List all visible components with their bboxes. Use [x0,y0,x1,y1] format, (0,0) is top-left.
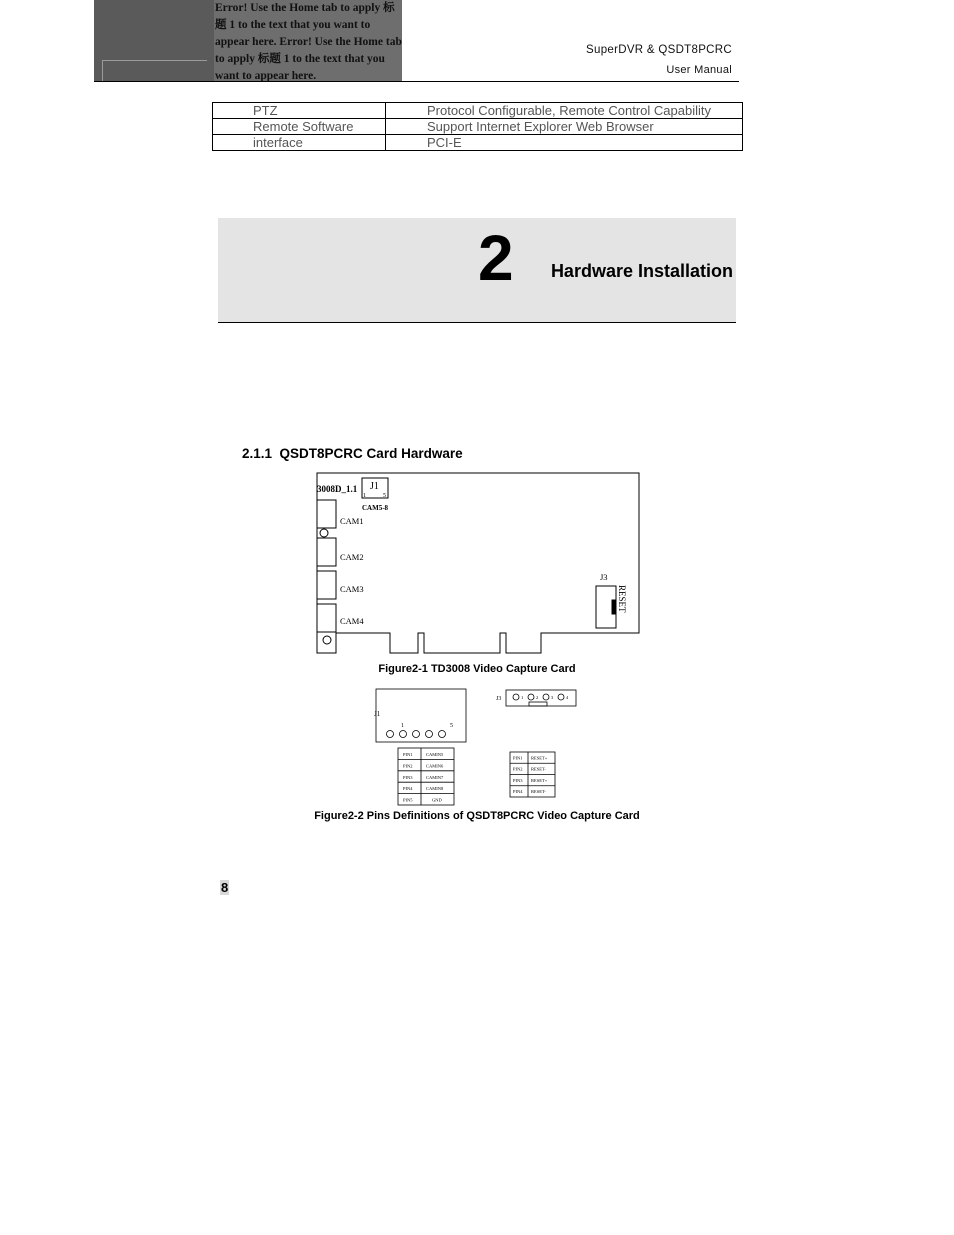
j3-pin-number: 3 [551,695,554,700]
header-doc-type: User Manual [666,64,732,76]
j3-table-signal: RESET- [531,789,546,795]
page-number: 8 [221,880,229,895]
cam1-connector [317,500,336,528]
j3-pin-number: 1 [521,695,524,700]
j3-table-signal: RESET+ [531,755,548,761]
j1-table-pin: PIN5 [403,797,413,803]
j1-block-label: J1 [374,710,381,718]
j1-table-signal: CAMIN6 [426,763,444,769]
j3-header [612,600,616,614]
j3-table-signal: RESET+ [531,778,548,783]
chapter-number: 2 [478,222,514,294]
j1-table-pin: PIN2 [403,763,413,769]
cam4-label: CAM4 [340,616,364,626]
cam2-connector [317,538,336,566]
chapter-banner [218,218,736,323]
j3-pin-number: 4 [566,695,569,700]
j1-pin-last: 5 [383,493,386,499]
j3-table-pin: PIN2 [513,766,523,772]
spec-feature: PTZ [213,103,386,119]
section-number: 2.1.1 [242,446,273,461]
header-inner-frame [102,60,207,82]
section-title: QSDT8PCRC Card Hardware [279,446,463,461]
mount-hole [323,636,331,644]
chapter-title [551,261,733,282]
j1-block-pin-first: 1 [401,723,404,729]
j1-label: J1 [370,481,379,492]
header-product: SuperDVR & QSDT8PCRC [586,44,732,56]
j1-table-pin: PIN3 [403,774,413,780]
j3-block-label: J3 [496,696,502,702]
card-outline [317,473,639,653]
reset-label: RESET [617,585,627,613]
figure-pin-definitions [368,686,588,808]
section-heading [242,446,463,461]
figure-capture-card [300,470,650,660]
j3-table-pin: PIN3 [513,778,523,783]
cam2-label: CAM2 [340,552,364,562]
table-row [213,135,743,151]
cam3-label: CAM3 [340,584,364,594]
cam1-label: CAM1 [340,516,364,526]
j1-pin [439,731,446,738]
j1-block-pin-last: 5 [450,723,453,729]
spec-value: Protocol Configurable, Remote Control Capability [386,103,743,119]
j3-table-pin: PIN1 [513,755,523,761]
j1-pin [400,731,407,738]
j1-table-signal: CAMIN5 [426,752,444,757]
j3-pin [528,694,534,700]
j1-table-pin: PIN1 [403,752,413,757]
cam4-connector [317,604,336,632]
cam3-connector [317,571,336,599]
mount-hole [320,529,328,537]
spec-value: Support Internet Explorer Web Browser [386,119,743,135]
j3-table-signal: RESET- [531,766,546,772]
figure1-caption: Figure2-1 TD3008 Video Capture Card [378,663,576,675]
figure2-caption: Figure2-2 Pins Definitions of QSDT8PCRC Video Capture Card [314,810,640,822]
board-label: 3008D_1.1 [317,484,358,494]
j1-pin [387,731,394,738]
j3-pin-number: 2 [536,695,539,700]
header-rule [94,81,739,82]
j1-table-signal: CAMIN8 [426,786,444,792]
j1-pin-first: 1 [363,493,366,499]
header-error-text: Error! Use the Home tab to apply 标题 1 to the text that you want to appear here. Error! Use the Home tab to apply 标题 1 to the text that you want to appear here. [215,2,402,81]
spec-value: PCI-E [386,135,743,151]
j1-table-signal: GND [432,797,442,803]
j3-latch [529,702,547,706]
table-row [213,119,743,135]
spec-feature: Remote Software [213,119,386,135]
j1-block [376,689,466,742]
j3-table-pin: PIN4 [513,789,523,795]
j1-table-pin: PIN4 [403,786,413,792]
j1-pin [413,731,420,738]
chapter-title-text: Hardware Installation [550,261,733,281]
table-row [213,103,743,119]
cam58-label: CAM5-8 [362,504,389,512]
j1-table-signal: CAMIN7 [426,774,444,780]
spec-feature: interface [213,135,386,151]
spec-table [212,102,743,151]
j3-pin [558,694,564,700]
j3-pin [513,694,519,700]
j3-label: J3 [600,572,608,582]
j1-pin [426,731,433,738]
j3-pin [543,694,549,700]
